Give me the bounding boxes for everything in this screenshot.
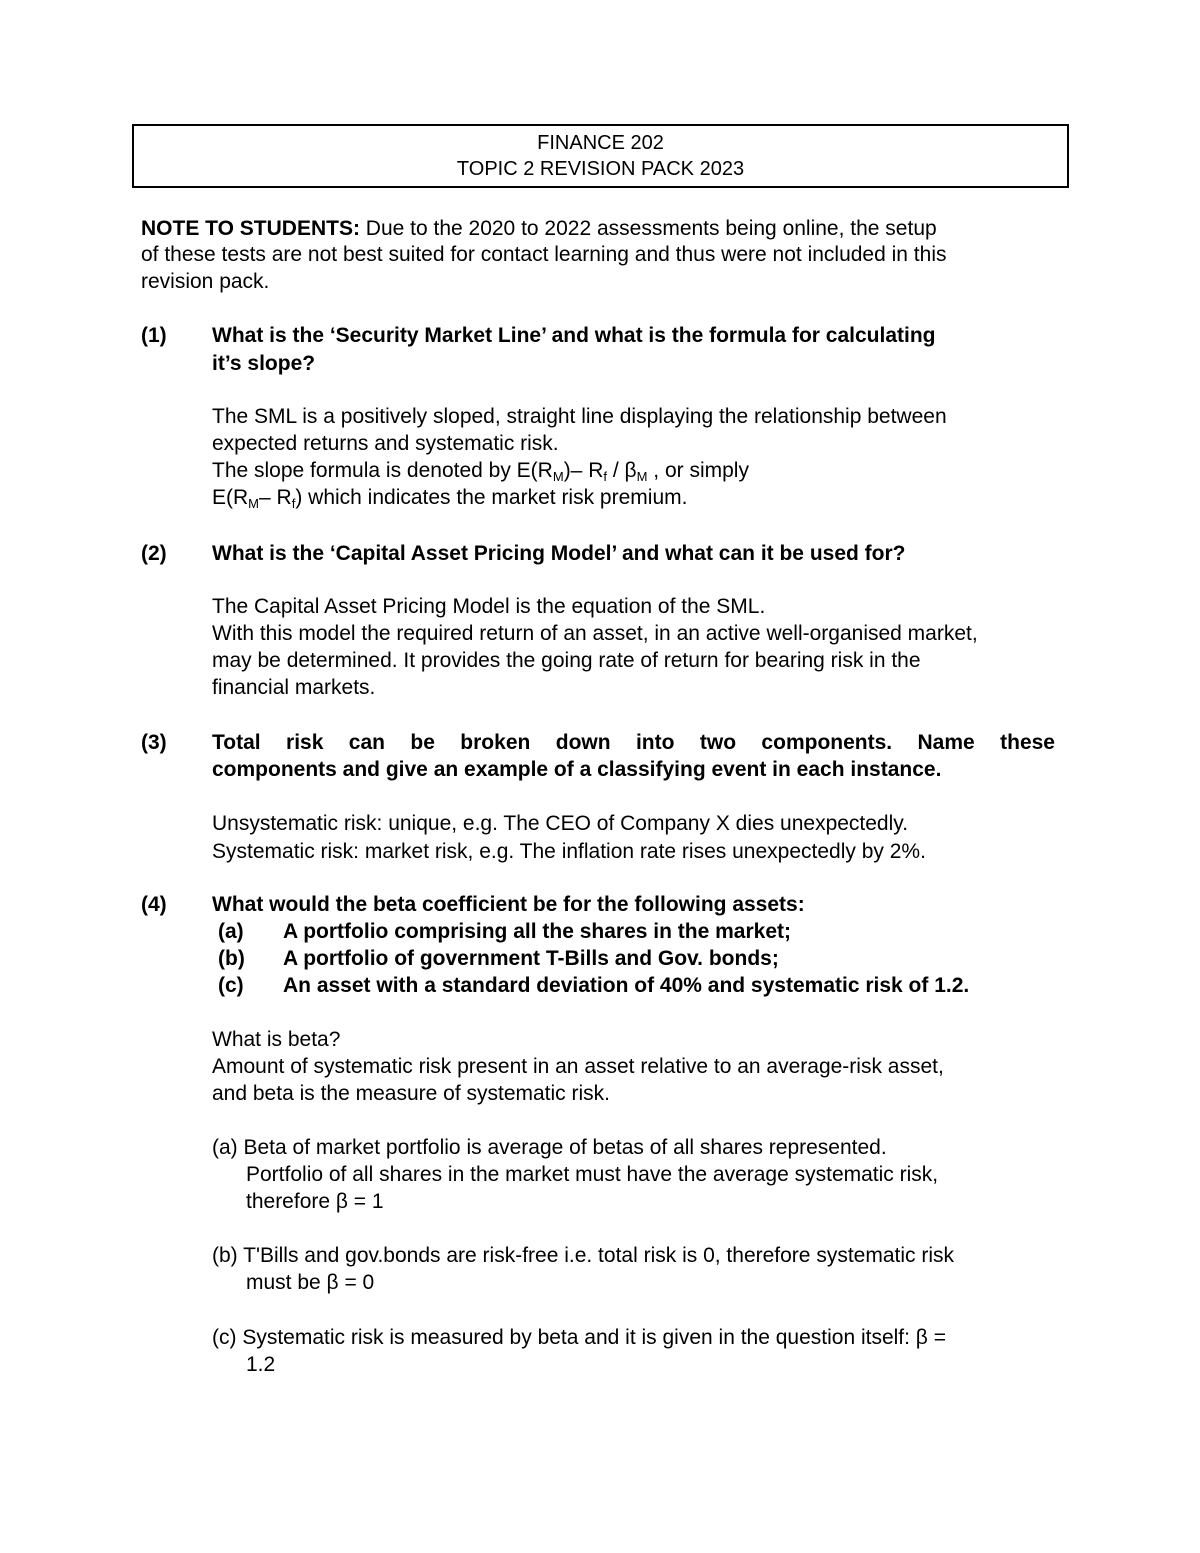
note-text-1: Due to the 2020 to 2022 assessments being online, the setup [359,217,937,240]
answer-4b-line-1: (b) T'Bills and gov.bonds are risk-free i.e. total risk is 0, therefore systematic risk [212,1244,954,1267]
course-title: FINANCE 202 [537,132,664,154]
note-line-2: of these tests are not best suited for contact learning and thus were not included in this [141,243,947,266]
title-box [132,124,1069,188]
note-line-3: revision pack. [141,270,270,293]
question-3-text-l1: Total risk can be broken down into two components. Name these [212,731,1055,754]
beta-definition-1: Amount of systematic risk present in an asset relative to an average-risk asset, [212,1055,944,1078]
part-c-label: (c) [218,974,244,997]
formula-part: E(R [212,486,249,509]
answer-4c-line-1: (c) Systematic risk is measured by beta and it is given in the question itself: β = [212,1326,946,1349]
answer-2-line-1: The Capital Asset Pricing Model is the equation of the SML. [212,595,766,618]
formula-part: , or simply [647,459,749,482]
formula-part: ) which indicates the market risk premium. [295,486,688,509]
beta-definition-2: and beta is the measure of systematic risk. [212,1082,611,1105]
revision-pack-title: TOPIC 2 REVISION PACK 2023 [456,158,745,180]
note-line-1 [141,215,937,242]
what-is-beta: What is beta? [212,1028,341,1051]
note-label: NOTE TO STUDENTS: [141,217,360,240]
subscript-m: M [248,496,260,511]
answer-2-line-4: financial markets. [212,676,376,699]
question-1-number: (1) [141,324,167,347]
answer-3-unsystematic: Unsystematic risk: unique, e.g. The CEO of Company X dies unexpectedly. [212,812,909,835]
answer-4c-line-2: 1.2 [246,1353,276,1376]
subscript-m: M [636,469,648,484]
part-a-label: (a) [218,920,244,943]
formula-part: – R [259,486,292,509]
subscript-f: f [603,469,607,484]
question-1-text-l1: What is the ‘Security Market Line’ and what is the formula for calculating [212,324,936,347]
answer-1-line-1: The SML is a positively sloped, straight line displaying the relationship between [212,405,947,428]
formula-part: / β [607,459,637,482]
formula-part: The slope formula is denoted by E(R [212,459,553,482]
question-3-text-l2: components and give an example of a classifying event in each instance. [212,758,942,781]
question-4-number: (4) [141,893,167,916]
question-1-text-l2: it’s slope? [212,352,316,375]
answer-4b-line-2: must be β = 0 [246,1271,375,1294]
answer-2-line-3: may be determined. It provides the going rate of return for bearing risk in the [212,649,921,672]
part-b-label: (b) [218,947,245,970]
answer-4a-line-2: Portfolio of all shares in the market must have the average systematic risk, [246,1163,939,1186]
part-b-text: A portfolio of government T-Bills and Gov. bonds; [283,947,779,970]
part-c-text: An asset with a standard deviation of 40% and systematic risk of 1.2. [283,974,970,997]
question-4-text: What would the beta coefficient be for the following assets: [212,893,805,916]
formula-part: )– R [563,459,604,482]
answer-3-systematic: Systematic risk: market risk, e.g. The inflation rate rises unexpectedly by 2%. [212,840,926,863]
subscript-m: M [552,469,564,484]
answer-1-line-2: expected returns and systematic risk. [212,432,559,455]
subscript-f: f [291,496,296,511]
answer-4a-line-1: (a) Beta of market portfolio is average of betas of all shares represented. [212,1136,887,1159]
question-2-text: What is the ‘Capital Asset Pricing Model’ and what can it be used for? [212,542,906,565]
answer-1-slope-formula [212,457,749,484]
answer-1-market-risk-premium [212,484,687,511]
part-a-text: A portfolio comprising all the shares in the market; [283,920,791,943]
answer-4a-line-3: therefore β = 1 [246,1190,384,1213]
question-3-number: (3) [141,731,167,754]
answer-2-line-2: With this model the required return of an asset, in an active well-organised market, [212,622,978,645]
question-2-number: (2) [141,542,167,565]
